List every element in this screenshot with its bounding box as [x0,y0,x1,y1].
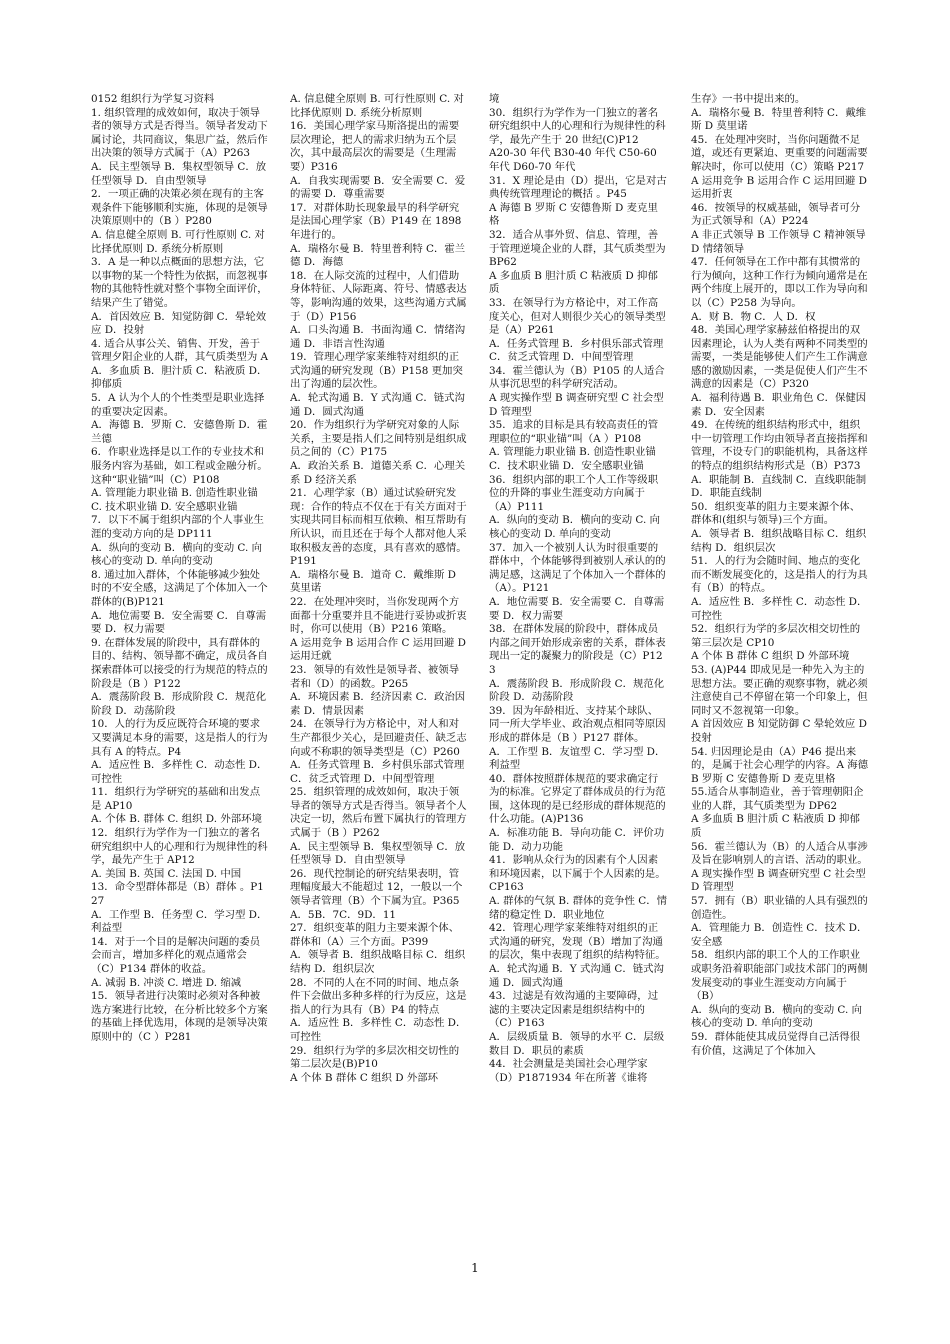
question-line: A．任务式管理 B．乡村俱乐部式管理 [489,337,664,350]
question-line: 生存》一书中提出来的。 [691,93,806,105]
question-line: 6．作职业选择是以工作的专业技术和服务内容为基础，如工程或金融分析。这种“职业锚”叫（C）P108 [91,446,268,486]
question-line: A．层级质量 B．领导的水平 C．层级数目 D．职员的素质 [489,1030,665,1057]
question-line: 51．人的行为会随时间、地点的变化而不断发展变化的，这是指人的行为具有（B）的特点。 [691,555,868,595]
question-line: 境 [489,93,500,105]
question-line: A．口头沟通 B．书面沟通 C．情绪沟通 D．非语言性沟通 [290,324,466,350]
question-line: A. 信息健全原则 B. 可行性原则 C. 对比择优原则 D. 系统分析原则 [91,228,265,255]
question-line: A. 个体 B. 群体 C. 组织 D. 外部环境 [91,813,262,826]
page-number: 1 [471,1261,479,1275]
question-line: A 运用竞争 B 运用合作 C 运用回避 D 运用折衷 [691,174,867,201]
question-line: 34．霍兰德认为（B）P105 的人适合从事沉思型的科学研究活动。 [489,364,665,391]
question-line: 11．组织行为学研究的基础和出发点是 AP10 [91,786,261,812]
question-line: A．管理能力 B．创造性 C．技术 D．安全感 [691,922,868,948]
question-line: A．职能制 B．直线制 C．直线职能制 D．职能直线制 [691,473,867,500]
question-line: 7．以下不属于组织内部的个人事业生涯的变动方向的是 DP111 [91,514,264,540]
question-line: A. 管理能力职业锚 B. 创造性职业锚 [91,487,258,500]
question-line: A．领导者 B．组织战略目标 C．组织结构 D．组织层次 [290,949,466,975]
question-line: 23．领导的有效性是领导者、被领导者和（D）的函数。P265 [290,663,460,690]
question-line: A 现实操作型 B 调查研究型 C 社会型 D 管理型 [489,392,664,418]
question-line: A．瑞格尔曼 B．特里普利特 C．戴维斯 D 莫里诺 [691,106,867,133]
question-line: 50．组织变革的阻力主要来源个体、群体和(组织与领导)三个方面。 [691,500,861,527]
column-1 [91,93,269,1268]
question-line: A. 美国 B. 英国 C. 法国 D. 中国 [91,867,242,880]
question-line: 56．霍兰德认为（B）的人适合从事涉及旨在影响别人的言语、活动的职业。 [691,840,868,867]
question-line: 31．X 理论是由（D）提出，它是对古典传统管理理论的概括 。P45 [489,174,667,201]
question-line: 24．在领导行为方格论中，对人和对生产都很少关心，是回避责任、缺乏志向或不称职的领导类型是（C）P260 [290,718,467,758]
question-line: A 首因效应 B 知觉防御 C 晕轮效应 D 投射 [691,718,867,744]
question-line: 17．对群体助长现象最早的科学研究是法国心理学家（B）P149 在 1898 年进行的。 [290,201,462,241]
question-line: A．轮式沟通 B．Y 式沟通 C．链式沟通 D．圆式沟通 [489,963,664,989]
question-line: 20．作为组织行为学研究对象的人际关系，主要是指人们之间特别是组织成员之间的（C）P175 [290,419,467,459]
question-line: A．财 B．物 C．人 D．权 [691,310,816,323]
question-line: A．政治关系 B．道德关系 C．心理关系 D 经济关系 [290,460,466,486]
question-line: 14．对于一个目的是解决问题的委员会而言，增加多样化的观点通常会（C）P134 群体的收益。 [91,935,261,975]
question-line: 48．美国心理学家赫兹伯格提出的双因素理论，认为人类有两种不同类型的需要，一类是能够使人们产生工作满意感的激励因素，一类是促使人们产生不满意的因素是（C）P320 [691,324,868,391]
question-line: A．标准功能 B．导向功能 C．评价功能 D．动力功能 [489,827,665,853]
question-line: 29．组织行为学的多层次相交切性的第二层次是(B)P10 [290,1044,460,1071]
question-line: A．震荡阶段 B．形成阶段 C．规范化阶段 D．动荡阶段 [489,677,665,704]
question-line: A．震荡阶段 B．形成阶段 C．规范化阶段 D．动荡阶段 [91,691,267,717]
question-line: 15．领导者进行决策时必须对各种被选方案进行比较，在分析比较多个方案的基础上择优选用，体现的是领导决策原则中的（C ）P281 [91,990,268,1043]
question-line: 47．任何领导在工作中都有其惯常的行为倾向，这种工作行为倾向通常是在两个纬度上展开的，即以工作为导向和以（C）P258 为导向。 [691,256,868,309]
question-line: A．轮式沟通 B．Y 式沟通 C．链式沟通 D．圆式沟通 [290,392,465,418]
question-line: 37．加入一个被别人认为时很重要的群体中，个体能够得到被别人承认的的满足感，这满足了个体加入一个群体的（A）。P121 [489,541,666,595]
question-line: 21．心理学家（B）通过试验研究发现：合作的特点不仅在于有关方面对于实现共同目标而相互依赖、相互帮助有所认识，而且还在于每个人都对他人采取积极友善的态度，具有喜欢的感情。P191 [290,487,467,568]
question-line: 33．在领导行为方格论中，对工作高度关心，但对人则很少关心的领导类型是（A）P261 [489,296,666,337]
question-line: A．瑞格尔曼 B．特里普利特 C．霍兰德 D．海德 [290,242,466,269]
column-4 [691,93,869,1268]
question-line: 42．管理心理学家莱维特对组织的正式沟通的研究，发现（B）增加了沟通的层次，集中表现了组织的结构特征。 [489,922,666,962]
question-line: A．福利待遇 B．职业角色 C．保健因素 D．安全因素 [691,392,867,418]
question-line: 12．组织行为学作为一门独立的著名研究组织中人的心理和行为规律性的科学，最先产生于 AP12 [91,827,268,867]
question-line: 18．在人际交流的过程中，人们借助身体特征、人际距离、符号、情感表达等，影响沟通的效果，这些沟通方式属于（D）P156 [290,269,467,323]
question-line: 39．因为年龄相近、支持某个球队、同一所大学毕业、政治观点相同等原因形成的群体是（B ）P127 群体。 [489,704,666,744]
question-line: C. 技术职业锚 D. 安全感职业锚 [91,500,238,513]
question-line: 19．管理心理学家莱维特对组织的正式沟通的研究发现（B）P158 更加突出了沟通的层次性。 [290,351,463,391]
question-line: A．适应性 B．多样性 C．动态性 D．可控性 [91,759,268,785]
question-line: A 个体 B 群体 C 组织 D 外部环 [290,1071,439,1084]
question-line: A．任务式管理 B．乡村俱乐部式管理 C．贫乏式管理 D．中间型管理 [290,759,465,785]
question-line: A．地位需要 B．安全需要 C．自尊需要 D．权力需要 [91,609,267,636]
document-title: 0152 组织行为学复习资料 [91,93,215,105]
question-line: C．贫乏式管理 D．中间型管理 [489,351,634,364]
question-line: 44．社会测量是美国社会心理学家（D）P1871934 年在所著《谁将 [489,1058,648,1084]
question-line: 13．命令型群体都是（B）群体 。P127 [91,881,264,908]
question-line: 40．群体按照群体规范的要求确定行为的标准。它界定了群体成员的行为范围，这体现的是已经形成的群体规范的什么功能。(A)P136 [489,772,666,826]
question-line: 10．人的行为反应既符合环境的要求又要满足本身的需要，这是指人的行为具有 A 的特点。P4 [91,718,268,758]
question-line: 22．在处理冲突时，当你发现两个方面都十分重要并且不能进行妥协或折衷时，你可以使用（B）P216 策略。 [290,595,467,636]
question-line: A．环境因素 B．经济因素 C．政治因素 D．情景因素 [290,691,466,717]
question-line: A．地位需要 B．安全需要 C．自尊需要 D．权力需要 [489,595,665,622]
question-line: A．自我实现需要 B．安全需要 C．爱的需要 D．尊重需要 [290,174,466,201]
question-line: 54. 归因理论是由（A）P46 提出来的，是属于社会心理学的内容。A 海德 B 罗斯 C 安德鲁斯 D 麦克里格 [691,745,869,785]
question-line: A．工作型 B．任务型 C．学习型 D．利益型 [91,908,268,935]
question-line: 41．影响从众行为的因素有个人因素和环境因素，以下属于个人因素的是。CP163 [489,854,666,894]
question-line: A 现实操作型 B 调查研究型 C 社会型 D 管理型 [691,867,866,894]
question-line: A 海德 B 罗斯 C 安德鲁斯 D 麦克里格 [489,201,658,228]
question-line: 46．按领导的权威基础，领导者可分为正式领导和（A）P224 [691,201,861,228]
question-line: 36．组织内部的职工个人工作等级职位的升降的事业生涯变动方向属于（A）P111 [489,473,659,513]
question-line: A．适应性 B．多样性 C．动态性 D．可控性 [691,595,868,622]
question-line: 53. (A)P44 即成见是一种先入为主的思想方法。要正确的观察事物，就必须注意使自己不停留在第一个印象上，但同时又不忽视第一印象。 [691,663,868,717]
question-line: A．民主型领导 B．集权型领导 C．放任型领导 D．自由型领导 [290,840,466,867]
question-line: 5．A 认为个人的个性类型是职业选择的重要决定因素。 [91,392,265,418]
question-line: A．纵向的变动 B．横向的变动 C. 向核心的变动 D. 单向的变动 [489,514,661,540]
question-line: A．海德 B．罗斯 C．安德鲁斯 D．霍兰德 [91,419,268,445]
question-line: A 多血质 B 胆汁质 C 粘液质 D 抑郁质 [489,269,658,296]
question-line: A20-30 年代 B30-40 年代 C50-60 年代 D60-70 年代 [489,147,657,173]
question-line: 27．组织变革的阻力主要来源个体、群体和（A）三个方面。P399 [290,922,460,948]
question-line: 43．过滤是有效沟通的主要障碍，过滤的主要决定因素是组织结构中的（C）P163 [489,990,659,1030]
question-line: 58．组织内部的职工个人的工作职业或职务沿着职能部门或技术部门的两侧发展变动的事业生涯变动方向属于（B） [691,949,868,1003]
question-line: A．5B．7C．9D．11 [290,908,397,921]
question-line: A．工作型 B．友谊型 C．学习型 D．利益型 [489,745,666,772]
question-line: A．首因效应 B．知觉防御 C．晕轮效应 D．投射 [91,310,267,337]
question-line: 59．群体能使其成员觉得自己活得很有价值，这满足了个体加入 [691,1030,861,1057]
question-line: 16．美国心理学家马斯洛提出的需要层次理论，把人的需求归纳为五个层次，其中最高层次的需要是（生理需要）P316 [290,120,460,173]
column-3 [489,93,667,1268]
question-line: A．纵向的变动 B．横向的变动 C. 向核心的变动 D. 单向的变动 [691,1003,863,1030]
question-line: A 个体 B 群体 C 组织 D 外部环境 [691,650,850,663]
question-line: 26．现代控制论的研究结果表明，管理幅度最大不能超过 12，一般以一个领导者管理（B）个下属为宜。P365 [290,867,463,908]
question-line: 52．组织行为学的多层次相交切性的第三层次是 CP10 [691,623,861,649]
question-line: 55.适合从事制造业，善于管理朝阳企业的人群，其气质类型为 DP62 [691,786,864,812]
question-line: 25．组织管理的成效如何，取决于领导者的领导方式是否得当。领导者个人决定一切，然后布置下属执行的管理方式属于（B ）P262 [290,786,467,840]
question-line: A．适应性 B．多样性 C．动态性 D．可控性 [290,1017,467,1043]
question-line: A．民主型领导 B．集权型领导 C．放任型领导 D．自由型领导 [91,160,267,187]
question-line: A 非正式领导 B 工作领导 C 精神领导 D 情绪领导 [691,228,866,255]
question-line: A 多血质 B 胆汁质 C 粘液质 D 抑郁质 [691,813,860,840]
question-line: A. 减弱 B. 冲淡 C. 增进 D. 缩减 [91,976,242,989]
question-line: A. 管理能力职业锚 B. 创造性职业锚 C．技术职业锚 D．安全感职业锚 [489,446,656,473]
question-line: 8. 通过加入群体，个体能够减少独处时的不安全感，这满足了个体加入一个群体的(B)P121 [91,568,268,608]
question-line: A．瑞格尔曼 B．道奇 C．戴维斯 D 莫里诺 [290,568,457,595]
question-line: 49．在传统的组织结构形式中，组织中一切管理工作均由领导者直接指挥和管理，不设专门的职能机构，具备这样的特点的组织结构形式是（B）P373 [691,419,868,473]
question-line: 57．拥有（B）职业锚的人具有强烈的创造性。 [691,895,868,921]
question-line: A. 信息健全原则 B. 可行性原则 C. 对比择优原则 D. 系统分析原则 [290,93,464,119]
question-line: 28．不同的人在不同的时间、地点条件下会做出多种多样的行为反应，这是指人的行为具有（B）P4 的特点 [290,976,467,1016]
question-line: A．领导者 B．组织战略目标 C．组织结构 D．组织层次 [691,528,867,554]
question-line: A．多血质 B．胆汁质 C．粘液质 D．抑郁质 [91,364,268,391]
question-line: 4. 适合从事公关、销售、开发，善于管理夕阳企业的人群，其气质类型为 A [91,337,269,364]
question-line: 45．在处理冲突时，当你问题微不足道，或还有更紧迫、更重要的问题需要解决时，你可以使用（C）策略 P217 [691,133,868,173]
question-line: 30．组织行为学作为一门独立的著名研究组织中人的心理和行为规律性的科学，最先产生于 20 世纪(C)P12 [489,106,666,146]
question-line: 3．A 是一种以点概面的思想方法，它以事物的某一个特性为依据，而忽视事物的其他特性就对整个事物全面评价，结果产生了错觉。 [91,256,268,309]
question-line: 9. 在群体发展的阶段中，具有群体的目的、结构、领导都不确定，成员各自探索群体可以接受的行为规范的特点的阶段是（B ）P122 [91,636,268,690]
question-line: A．纵向的变动 B．横向的变动 C. 向核心的变动 D. 单向的变动 [91,541,263,568]
question-line: 2．一项正确的决策必须在现有的主客观条件下能够顺利实施，体现的是领导决策原则中的（B ）P280 [91,188,268,228]
question-line: A. 群体的气氛 B. 群体的竞争性 C．情绪的稳定性 D．职业地位 [489,895,667,921]
column-2 [290,93,468,1268]
question-line: A 运用竞争 B 运用合作 C 运用回避 D 运用迁就 [290,636,466,663]
question-line: 38．在群体发展的阶段中，群体成员内部之间开始形成亲密的关系，群体表现出一定的凝聚力的阶段是（C）P123 [489,623,666,676]
question-line: 1. 组织管理的成效如何，取决于领导者的领导方式是否得当。领导者发动下属讨论，共同商议，集思广益，然后作出决策的领导方式属于（A）P263 [91,106,268,160]
question-line: 32．适合从事外贸、信息、管理，善于管理逆境企业的人群，其气质类型为 BP62 [489,228,666,269]
question-line: 35．追求的目标是具有较高责任的管理职位的“职业锚”叫（A ）P108 [489,419,659,445]
